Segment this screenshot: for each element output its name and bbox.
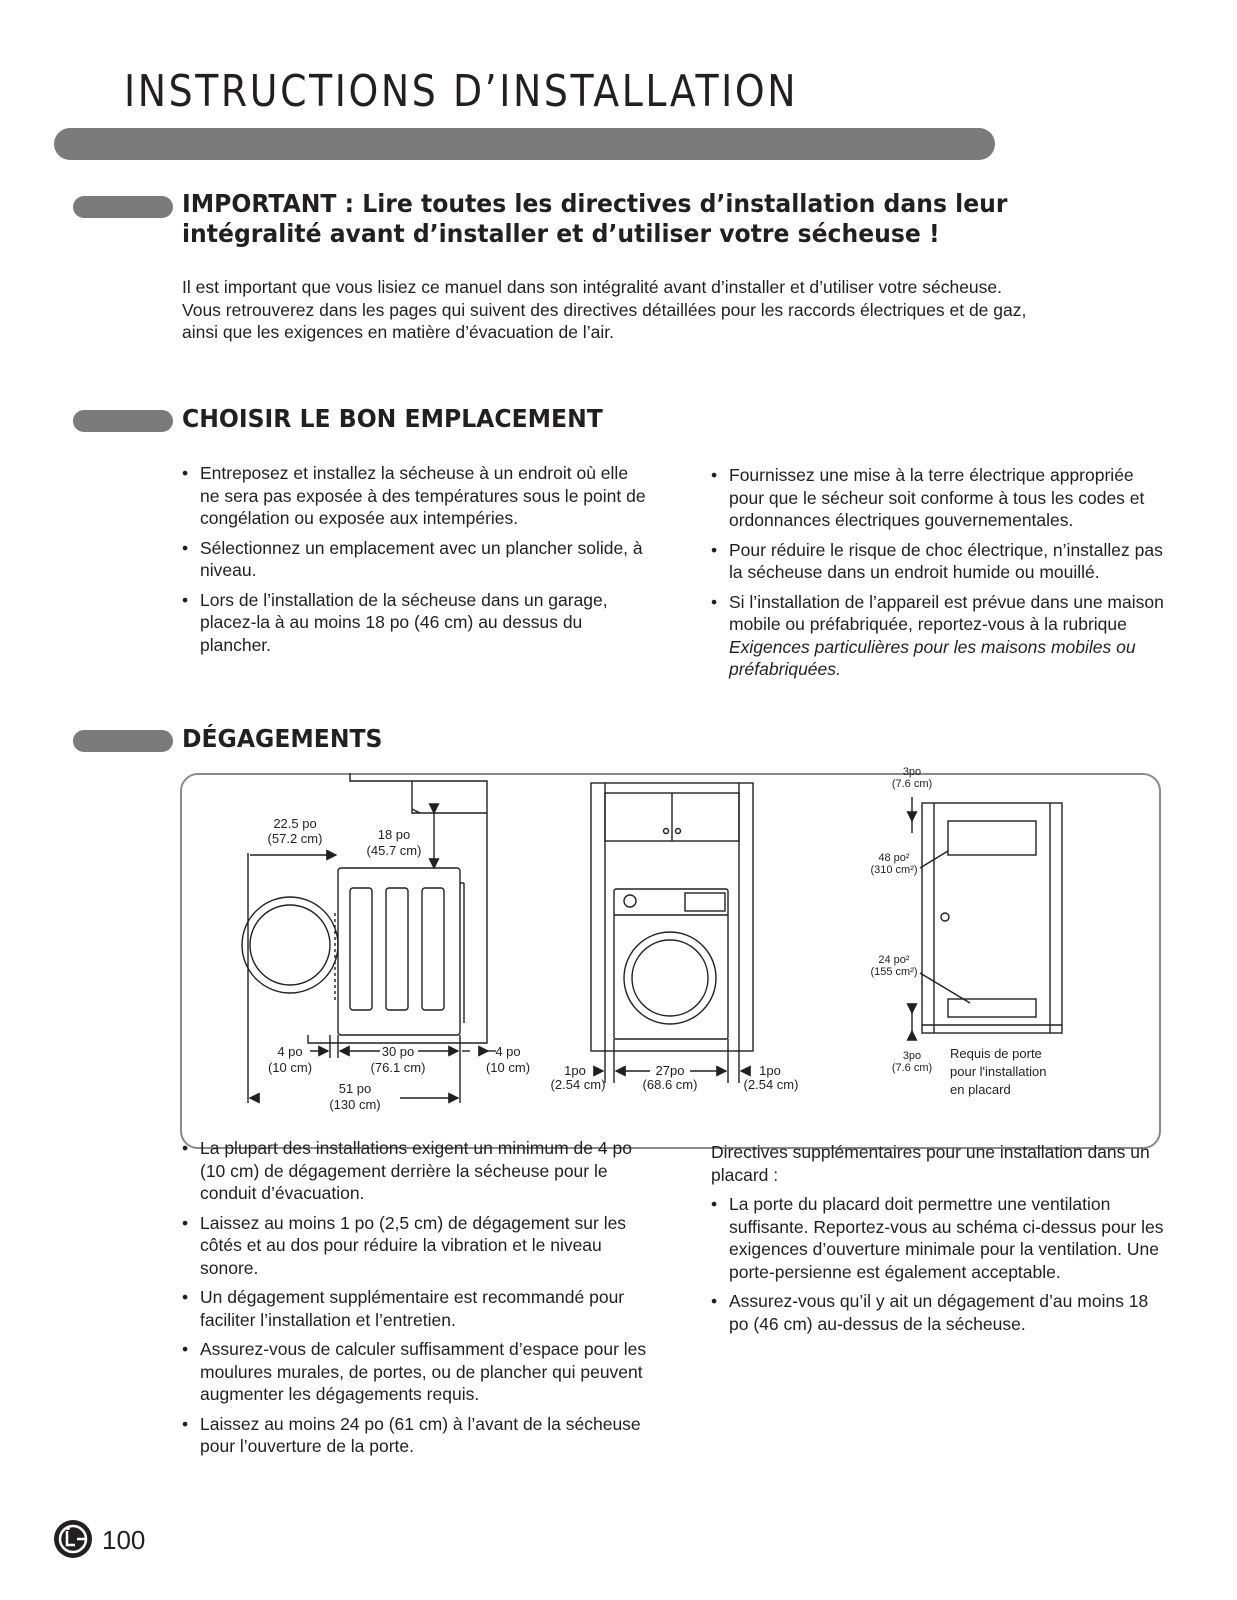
label: 4 po [495, 1044, 521, 1059]
list-item: • La porte du placard doit permettre une ventilation suffisante. Reportez-vous au schéma ci-dessus pour les exigences d’ouverture minimale pour la ventilation. Une porte-persienne est également acceptable. [711, 1193, 1171, 1283]
label: 1po [564, 1063, 586, 1078]
mobile-text: Si l’installation de l’appareil est prévue dans une maison mobile ou préfabriquée, reportez-vous à la rubrique [729, 591, 1164, 634]
important-line1: Lire toutes les directives d’installation dans leur [362, 189, 1008, 218]
label: 1po [759, 1063, 781, 1078]
label: (68.6 cm) [642, 1077, 698, 1092]
label: 18 po [377, 827, 411, 842]
intro-line: Il est important que vous lisiez ce manuel dans son intégralité avant d’installer et d’utiliser votre sécheuse. [182, 277, 1003, 297]
label: pour l'installation [950, 1064, 1047, 1079]
location-heading: CHOISIR LE BON EMPLACEMENT [182, 404, 603, 433]
page-number: 100 [102, 1525, 146, 1555]
label: 4 po [277, 1044, 303, 1059]
front-dryer-door [624, 932, 716, 1024]
side-dryer-door [242, 897, 338, 993]
list-item: • Un dégagement supplémentaire est recommandé pour faciliter l’installation et l’entretien. [182, 1286, 647, 1331]
list-item: • Sélectionnez un emplacement avec un plancher solide, à niveau. [182, 537, 652, 582]
door-knob [941, 913, 949, 921]
lower-vent [948, 999, 1036, 1017]
lg-logo-icon [53, 1519, 93, 1559]
important-heading [182, 189, 1007, 249]
label: 3po [902, 1050, 922, 1062]
label: (76.1 cm) [370, 1060, 426, 1075]
label: (45.7 cm) [366, 843, 422, 858]
label: (130 cm) [329, 1097, 381, 1112]
label: (2.54 cm) [743, 1077, 799, 1092]
clearance-diagram [180, 766, 1161, 1149]
list-item [711, 591, 1171, 681]
list-item: • Lors de l’installation de la sécheuse dans un garage, placez-la à au moins 18 po (46 cm) au dessus du plancher. [182, 589, 652, 657]
location-left-list [182, 462, 652, 663]
section-marker [73, 730, 173, 752]
title-bar [54, 128, 995, 160]
important-line2: intégralité avant d’installer et d’utiliser votre sécheuse ! [182, 219, 940, 248]
list-item: • Pour réduire le risque de choc électrique, n’installez pas la sécheuse dans un endroit humide ou mouillé. [711, 539, 1171, 584]
label: (10 cm) [267, 1060, 313, 1075]
label: (310 cm²) [870, 864, 918, 876]
list-item: • Assurez-vous qu’il y ait un dégagement d’au moins 18 po (46 cm) au-dessus de la sécheuse. [711, 1290, 1171, 1335]
label: 22.5 po [273, 816, 317, 831]
side-cabinet [412, 781, 487, 813]
intro-line: ainsi que les exigences en matière d’évacuation de l’air. [182, 322, 614, 342]
page-title: INSTRUCTIONS D’INSTALLATION [124, 66, 799, 117]
intro-paragraph [182, 276, 1162, 344]
label: (7.6 cm) [891, 1062, 933, 1074]
intro-line: Vous retrouverez dans les pages qui suivent des directives détaillées pour les raccords électriques et de gaz, [182, 299, 1027, 320]
label: 3po [902, 766, 922, 778]
list-item: • La plupart des installations exigent un minimum de 4 po (10 cm) de dégagement derrière la sécheuse pour le conduit d’évacuation. [182, 1137, 647, 1205]
label: (7.6 cm) [891, 778, 933, 790]
label: 48 po² [878, 852, 910, 864]
label: (155 cm²) [870, 966, 918, 978]
list-item: • Fournissez une mise à la terre électrique appropriée pour que le sécheur soit conforme à tous les codes et ordonnances électriques gouvernementales. [711, 464, 1171, 532]
label: (2.54 cm) [550, 1077, 606, 1092]
upper-vent [948, 821, 1036, 855]
label: (57.2 cm) [267, 831, 323, 846]
location-right-list [711, 464, 1171, 688]
section-marker [73, 410, 173, 432]
list-item: • Entreposez et installez la sécheuse à un endroit où elle ne sera pas exposée à des températures sous le point de congélation ou exposée aux intempéries. [182, 462, 652, 530]
list-item: • Laissez au moins 24 po (61 cm) à l’avant de la sécheuse pour l’ouverture de la porte. [182, 1413, 647, 1458]
mobile-reference: Exigences particulières pour les maisons mobiles ou préfabriquées. [729, 636, 1136, 679]
clearances-right-list [711, 1193, 1171, 1342]
section-marker [73, 196, 173, 218]
label: en placard [950, 1082, 1011, 1097]
important-prefix: IMPORTANT : [182, 189, 363, 218]
clearances-heading: DÉGAGEMENTS [182, 724, 383, 753]
label: 27po [655, 1063, 685, 1078]
label: 24 po² [878, 954, 910, 966]
label: 51 po [338, 1081, 372, 1096]
clearances-left-list [182, 1137, 647, 1465]
closet-intro: Directives supplémentaires pour une installation dans un placard : [711, 1142, 1150, 1185]
label: (10 cm) [485, 1060, 531, 1075]
label: Requis de porte [950, 1046, 1042, 1061]
list-item: • Assurez-vous de calculer suffisamment d’espace pour les moulures murales, de portes, ou de plancher qui peuvent augmenter les dégagements requis. [182, 1338, 647, 1406]
label: 30 po [381, 1044, 415, 1059]
list-item: • Laissez au moins 1 po (2,5 cm) de dégagement sur les côtés et au dos pour réduire la vibration et le niveau sonore. [182, 1212, 647, 1280]
